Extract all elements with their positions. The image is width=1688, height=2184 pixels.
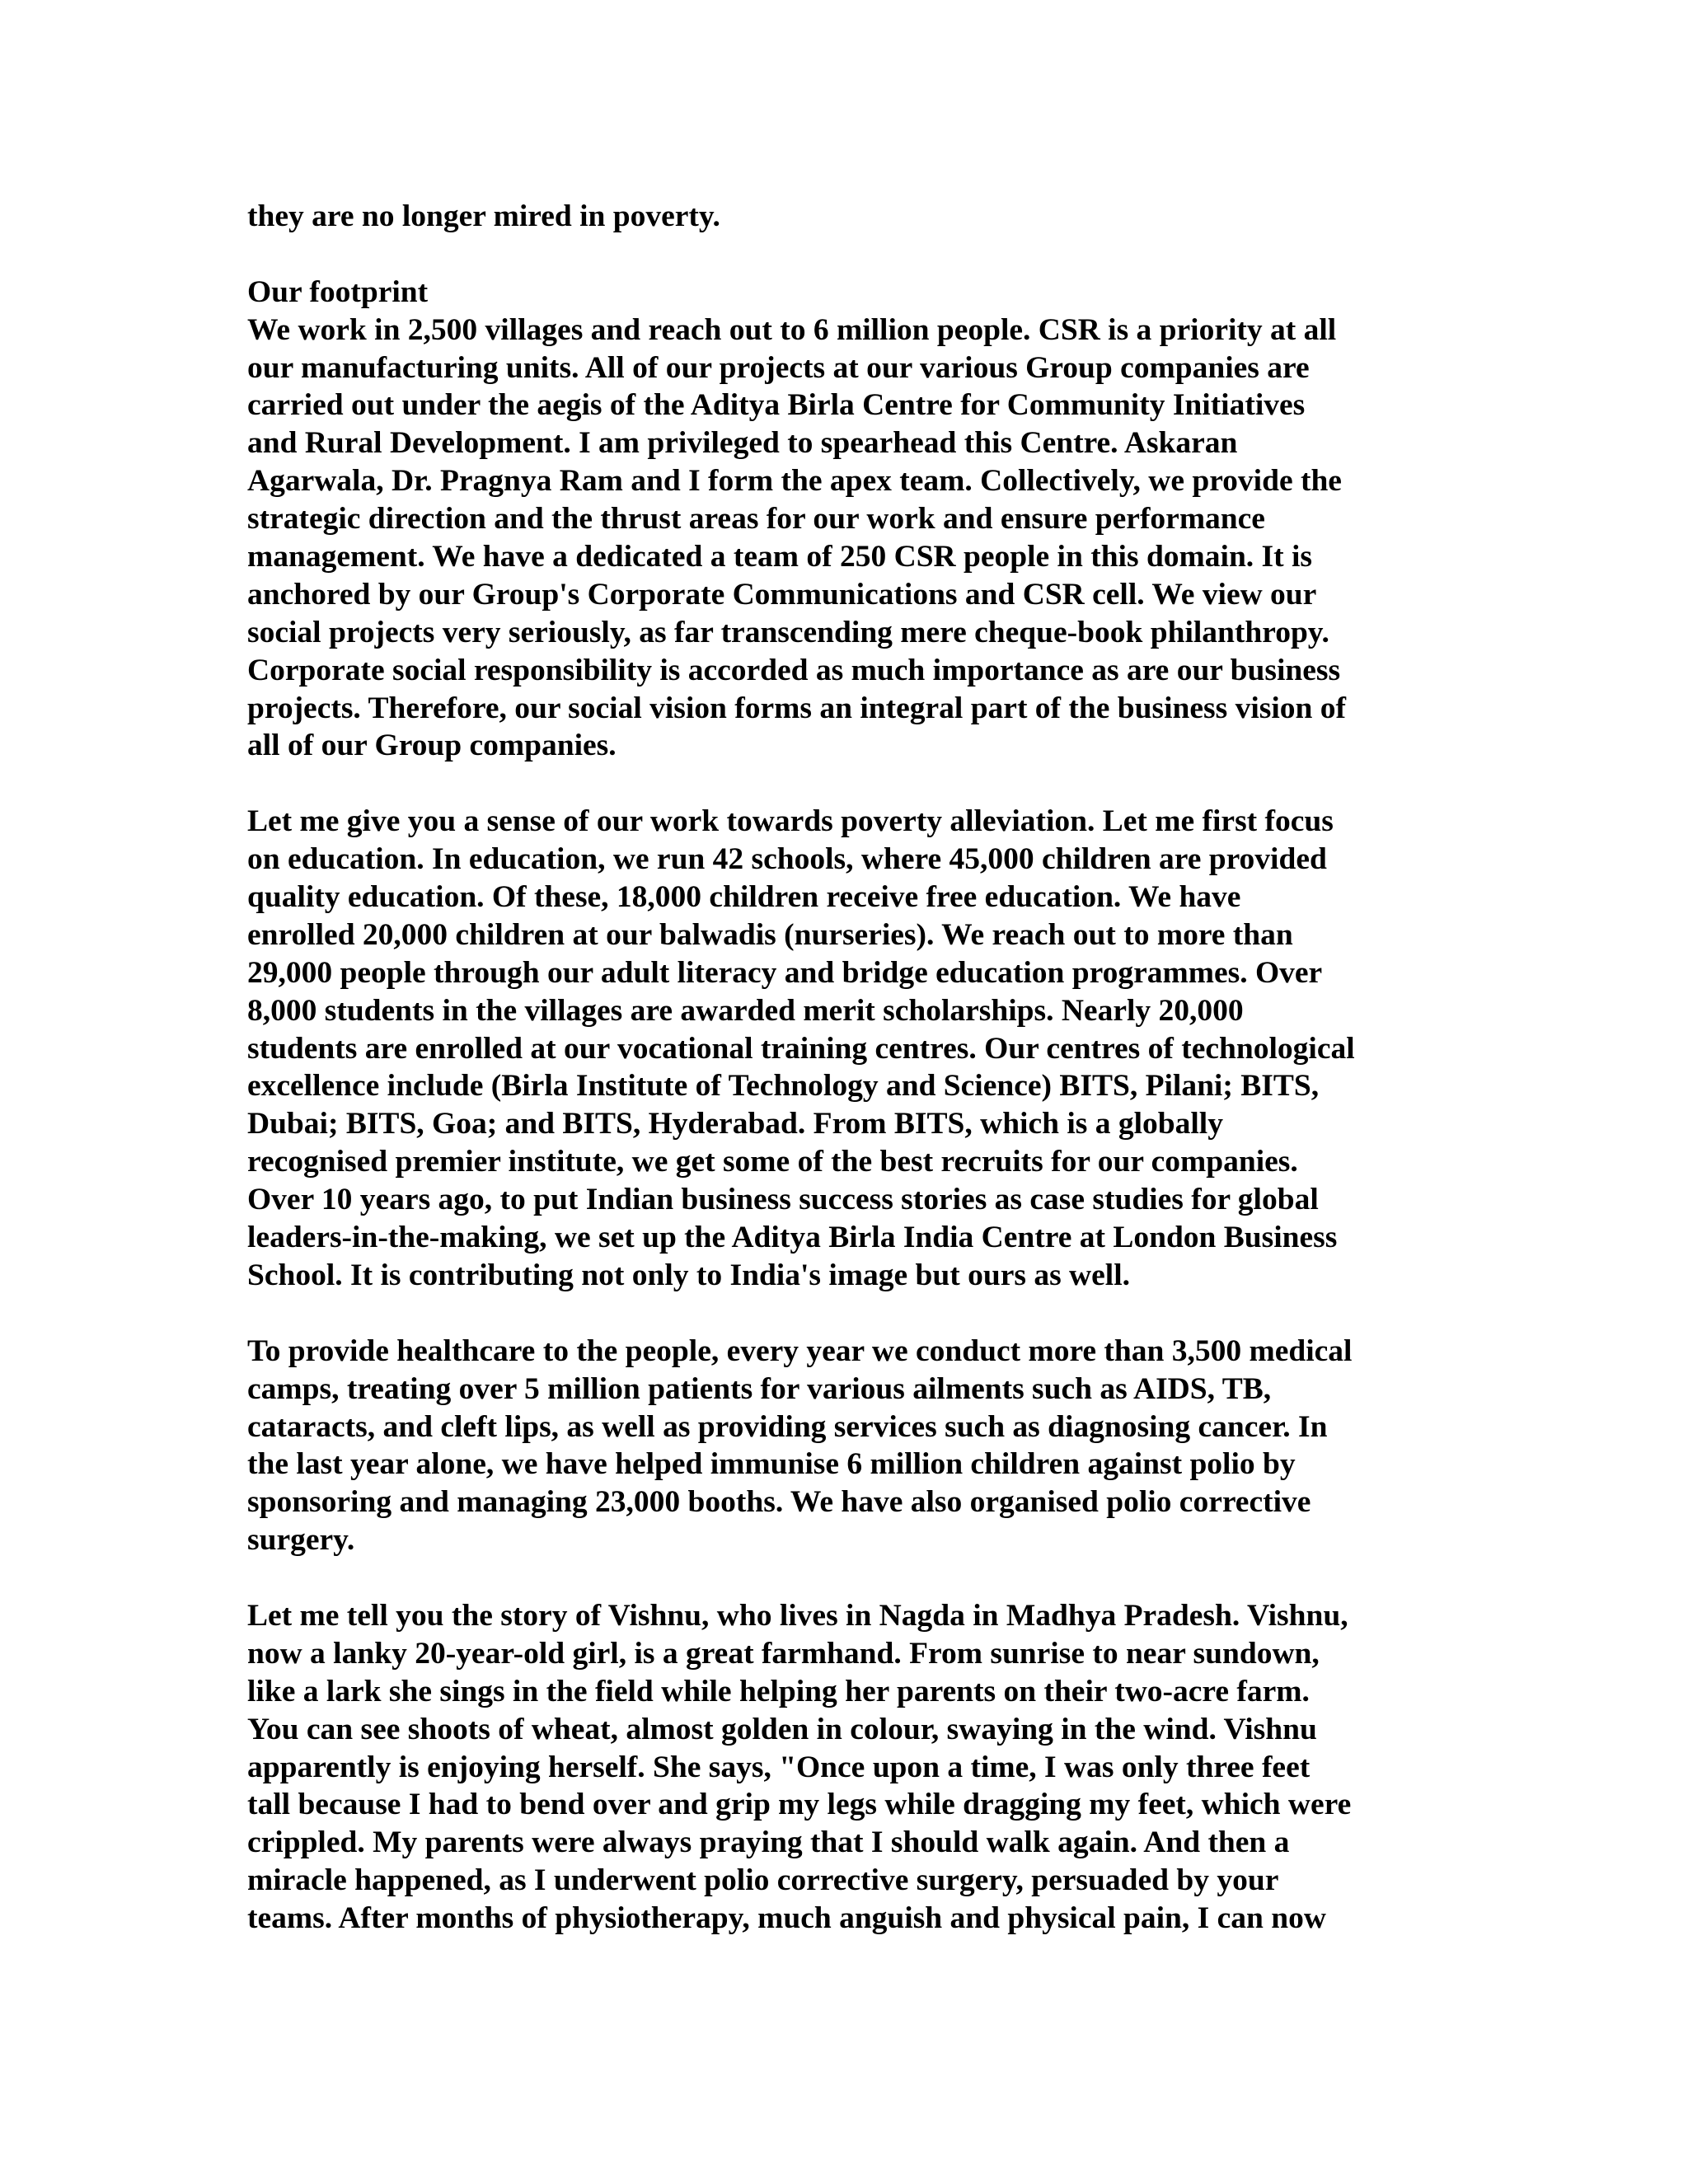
paragraph-line: on education. In education, we run 42 schools, where 45,000 children are provided bbox=[247, 842, 1327, 877]
paragraph-line: now a lanky 20-year-old girl, is a great farmhand. From sunrise to near sundown, bbox=[247, 1636, 1320, 1671]
paragraph-gap bbox=[247, 765, 1451, 803]
paragraph-line: apparently is enjoying herself. She says, "Once upon a time, I was only three feet bbox=[247, 1750, 1311, 1784]
paragraph-line: recognised premier institute, we get some of the best recruits for our companies. bbox=[247, 1145, 1298, 1179]
paragraph-line: our manufacturing units. All of our projects at our various Group companies are bbox=[247, 350, 1310, 385]
paragraph-line: sponsoring and managing 23,000 booths. We have also organised polio corrective bbox=[247, 1485, 1311, 1520]
paragraph-line: anchored by our Group's Corporate Communications and CSR cell. We view our bbox=[247, 577, 1317, 612]
paragraph-line: tall because I had to bend over and grip my legs while dragging my feet, which were bbox=[247, 1788, 1352, 1822]
paragraph-line: strategic direction and the thrust areas for our work and ensure performance bbox=[247, 502, 1265, 537]
paragraph-line: students are enrolled at our vocational training centres. Our centres of technological bbox=[247, 1031, 1355, 1066]
document-body bbox=[247, 198, 1451, 1938]
paragraph-line: enrolled 20,000 children at our balwadis (nurseries). We reach out to more than bbox=[247, 917, 1293, 952]
paragraph-line: management. We have a dedicated a team of 250 CSR people in this domain. It is bbox=[247, 540, 1313, 574]
paragraph-line: camps, treating over 5 million patients for various ailments such as AIDS, TB, bbox=[247, 1371, 1272, 1406]
paragraph-line: quality education. Of these, 18,000 children receive free education. We have bbox=[247, 880, 1241, 915]
paragraph-line: School. It is contributing not only to India's image but ours as well. bbox=[247, 1258, 1130, 1292]
paragraph-line: You can see shoots of wheat, almost golden in colour, swaying in the wind. Vishnu bbox=[247, 1712, 1317, 1746]
paragraph-line: the last year alone, we have helped immunise 6 million children against polio by bbox=[247, 1447, 1296, 1482]
paragraph-line: We work in 2,500 villages and reach out to 6 million people. CSR is a priority at all bbox=[247, 312, 1337, 347]
section-heading: Our footprint bbox=[247, 274, 429, 309]
paragraph-line: Over 10 years ago, to put Indian business success stories as case studies for global bbox=[247, 1183, 1319, 1217]
paragraph-line: crippled. My parents were always praying that I should walk again. And then a bbox=[247, 1825, 1290, 1860]
paragraph-line: teams. After months of physiotherapy, much anguish and physical pain, I can now bbox=[247, 1901, 1326, 1936]
paragraph-line: leaders-in-the-making, we set up the Aditya Birla India Centre at London Business bbox=[247, 1221, 1338, 1255]
paragraph-footprint bbox=[247, 312, 1451, 766]
paragraph-line: Let me give you a sense of our work towards poverty alleviation. Let me first focus bbox=[247, 804, 1334, 839]
paragraph-line: 8,000 students in the villages are awarded merit scholarships. Nearly 20,000 bbox=[247, 993, 1244, 1028]
paragraph-line: Let me tell you the story of Vishnu, who lives in Nagda in Madhya Pradesh. Vishnu, bbox=[247, 1598, 1348, 1633]
paragraph-gap bbox=[247, 1295, 1451, 1333]
paragraph-line: like a lark she sings in the field while helping her parents on their two-acre farm. bbox=[247, 1674, 1310, 1708]
paragraph-gap bbox=[247, 1559, 1451, 1597]
paragraph-line: carried out under the aegis of the Aditya Birla Centre for Community Initiatives bbox=[247, 388, 1306, 423]
paragraph-line: surgery. bbox=[247, 1523, 355, 1558]
paragraph-healthcare bbox=[247, 1333, 1451, 1559]
opening-line: they are no longer mired in poverty. bbox=[247, 199, 720, 233]
paragraph-education bbox=[247, 803, 1451, 1295]
paragraph-line: 29,000 people through our adult literacy and bridge education programmes. Over bbox=[247, 955, 1323, 990]
paragraph-line: Corporate social responsibility is accorded as much importance as are our business bbox=[247, 653, 1341, 687]
paragraph-line: projects. Therefore, our social vision forms an integral part of the business vision of bbox=[247, 691, 1346, 725]
paragraph-line: social projects very seriously, as far transcending mere cheque-book philanthropy. bbox=[247, 615, 1329, 649]
paragraph-gap bbox=[247, 236, 1451, 274]
paragraph-line: excellence include (Birla Institute of Technology and Science) BITS, Pilani; BITS, bbox=[247, 1069, 1320, 1104]
paragraph-line: To provide healthcare to the people, every year we conduct more than 3,500 medical bbox=[247, 1333, 1353, 1368]
paragraph-line: miracle happened, as I underwent polio corrective surgery, persuaded by your bbox=[247, 1863, 1279, 1898]
paragraph-line: Dubai; BITS, Goa; and BITS, Hyderabad. From BITS, which is a globally bbox=[247, 1107, 1223, 1141]
paragraph-line: Agarwala, Dr. Pragnya Ram and I form the apex team. Collectively, we provide the bbox=[247, 464, 1342, 499]
paragraph-vishnu-story bbox=[247, 1597, 1451, 1938]
paragraph-line: and Rural Development. I am privileged to spearhead this Centre. Askaran bbox=[247, 426, 1238, 461]
paragraph-line: all of our Group companies. bbox=[247, 729, 617, 763]
paragraph-line: cataracts, and cleft lips, as well as providing services such as diagnosing cancer. In bbox=[247, 1409, 1328, 1444]
